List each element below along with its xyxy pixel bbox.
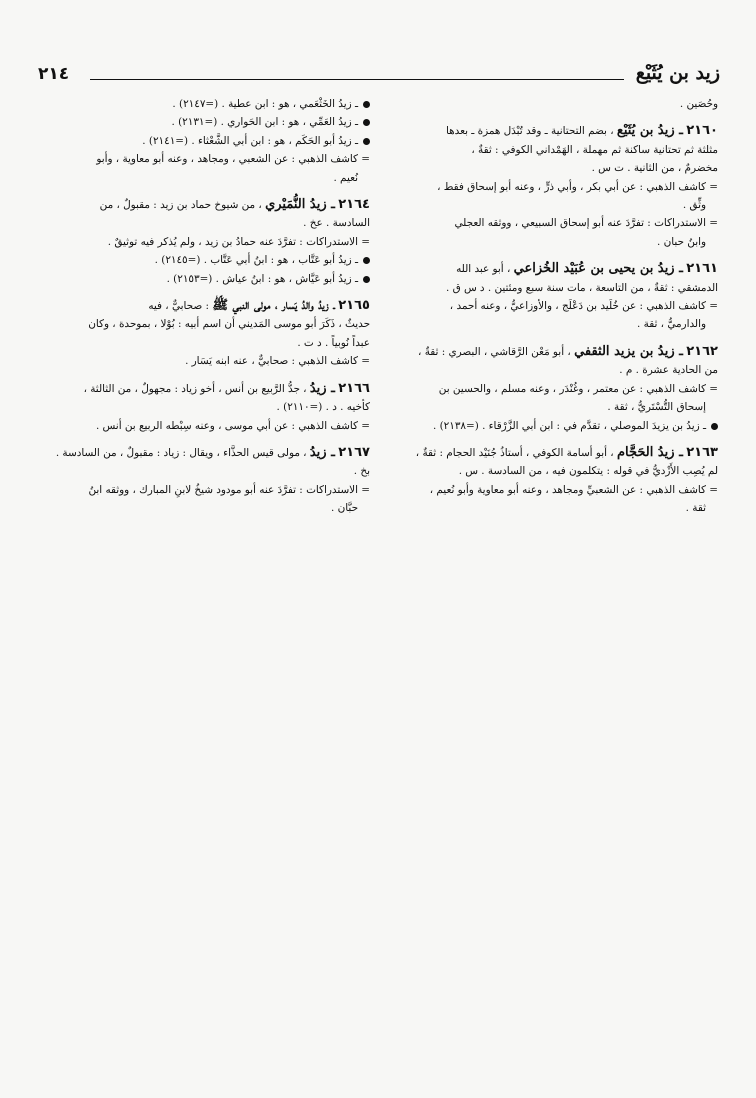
entry-number: ٢١٦٧ (338, 444, 370, 460)
entry-number: ٢١٦٣ (686, 444, 718, 460)
entry-text: لم يُصِب الأَزْديُّ في قوله : يتكلمون فيه ، من السادسة . س . (458, 465, 718, 478)
entry-number: ٢١٦٢ (686, 343, 718, 359)
istidrak-note: = الاستدراكات : تفرَّدَ عنه أبو مودود شيخُ لابنِ المبارك ، ووثقه ابنُ (88, 483, 370, 496)
kashif-note-cont: والدارميُّ ، ثقة . (637, 318, 706, 331)
kashif-note: = كاشف الذهبي : عن خُلَيد بن دَعْلَج ، والأوزاعيُّ ، وعنه أحمد ، (449, 300, 718, 313)
entry-2160: ٢١٦٠ ـ زيدُ بن يُثَيْع ، بضم التحتانية ـ وقد تُبْدَل همزة ـ بعدها مثلثة ثم تحتانية ساكنة ثم مهملة ، الهَمْداني الكوفي : ثقةٌ ، مخضرمٌ ، من الثانية . ت س . = كاشف الذهبي : عن أبي بكر ، وأبي ذرٍّ ، وعنه أبو إسحاق فقط ، وثِّق . = الاستدراكات : تفرَّدَ عنه أبو إسحاق السبيعي ، ووثقه العجلي وابنُ حبان . (392, 122, 718, 251)
entry-text: بخ . (353, 465, 370, 478)
entry-name: زيدُ بن يزيد الثقفي (574, 343, 675, 359)
entry-name: زيدُ والدُ يَسار ، مولى النبي ﷺ (212, 298, 329, 314)
kashif-note: = كاشف الذهبي : عن أبي موسى ، وعنه سِبْطه الربيع بن أنس . (95, 419, 370, 432)
entry-name: زيدُ (309, 380, 327, 396)
entry-number: ٢١٦٦ (338, 380, 370, 396)
istidrak-note: = الاستدراكات : تفرَّدَ عنه أبو إسحاق السبيعي ، ووثقه العجلي (454, 217, 718, 230)
istidrak-note-cont: حبَّان . (331, 502, 358, 515)
entry-name: زيدُ الحَجَّام (616, 444, 675, 460)
entry-number: ٢١٦٠ (686, 123, 718, 139)
page-header (38, 62, 720, 96)
istidrak-note-cont: وابنُ حبان . (657, 235, 706, 248)
entry-text: : صحابيٌّ ، فيه (148, 300, 209, 313)
entry-name: زيدُ النُّمَيْري (265, 197, 327, 213)
kashif-note: = كاشف الذهبي : عن الشعبي ، ومجاهد ، وعنه أبو معاوية ، وأبو (96, 153, 370, 166)
kashif-note: = كاشف الذهبي : عن معتمر ، وغُنْدَر ، وعنه مسلم ، والحسين بن (438, 382, 718, 395)
carry-over-text: وحُصَين . (679, 98, 718, 110)
entry-text: ، أبو عبد الله (456, 263, 511, 276)
entry-2162: ٢١٦٢ ـ زيدُ بن يزيد الثقفي ، أبو مَعْن الرَّقاشي ، البصري : ثقةٌ ، من الحادية عشرة . م . = كاشف الذهبي : عن معتمر ، وغُنْدَر ، وعنه مسلم ، والحسين بن إسحاق التُّسْتَريُّ ، ثقة . ـ زيدُ بن يزيدَ الموصلي ، تقدَّم في : ابن أبي الزَّرْقاء . (=٢١٣٨) . (392, 343, 718, 435)
entry-text: مثلثة ثم تحتانية ساكنة ثم مهملة ، الهَمْداني الكوفي : ثقةٌ ، (471, 143, 718, 156)
cross-reference: ـ زيدُ الخَثْعَمي ، هو : ابن عطية . (=٢١٤٧) . (44, 95, 370, 113)
entry-text: من الحادية عشرة . م . (619, 364, 718, 377)
istidrak-note: = الاستدراكات : تفرَّدَ عنه حمادُ بن زيد ، ولم يُذكر فيه توثيقٌ . (107, 235, 370, 248)
entry-text: حديثٌ ، ذَكَرَ أبو موسى المَديني أن اسم أبيه : بُوْلا ، بموحدة ، وكان (88, 318, 370, 331)
entry-2167: ٢١٦٧ ـ زيدُ ، مولى قيس الحذَّاء ، ويقال : زياد : مقبولٌ ، من السادسة . بخ . = الاستدراكات : تفرَّدَ عنه أبو مودود شيخُ لابنِ المبارك ، ووثقه ابنُ حبَّان . (44, 444, 370, 518)
entry-text: كأخيه . د . (=٢١١٠) . (276, 401, 370, 414)
left-column (44, 95, 370, 527)
page-number: ٢١٤ (38, 64, 70, 84)
entry-text: ، من شيوخ حماد بن زيد : مقبولٌ ، من (99, 199, 262, 212)
entry-text: ، بضم التحتانية ـ وقد تُبْدَل همزة ـ بعدها (445, 125, 614, 138)
entry-2163: ٢١٦٣ ـ زيدُ الحَجَّام ، أبو أسامة الكوفي ، أستاذُ جُنَيْد الحجام : ثقةٌ ، لم يُصِب الأَزْديُّ في قوله : يتكلمون فيه ، من السادسة . س . = كاشف الذهبي : عن الشعبيِّ ومجاهد ، وعنه أبو معاوية وأبو نُعيم ، ثقة . (392, 444, 718, 518)
kashif-note-cont: نُعيم . (333, 171, 358, 184)
entry-2165: ٢١٦٥ ـ زيدُ والدُ يَسار ، مولى النبي ﷺ : صحابيٌّ ، فيه حديثٌ ، ذَكَرَ أبو موسى المَديني أن اسم أبيه : بُوْلا ، بموحدة ، وكان عبداً نُوبياً . د ت . = كاشف الذهبي : صحابيٌّ ، عنه ابنه يَسَار . (44, 297, 370, 371)
kashif-note-cont: ثقة . (685, 502, 706, 515)
entry-text: مخضرمٌ ، من الثانية . ت س . (591, 162, 718, 175)
entry-text: ، أبو أسامة الكوفي ، أستاذُ جُنَيْد الحجام : ثقةٌ ، (415, 446, 614, 459)
header-rule (90, 79, 624, 80)
kashif-note: = كاشف الذهبي : عن أبي بكر ، وأبي ذرٍّ ، وعنه أبو إسحاق فقط ، (437, 180, 718, 193)
cross-reference: ـ زيدُ أبو الحَكَم ، هو : ابن أبي الشَّعْثاء . (=٢١٤١) . (44, 132, 370, 150)
kashif-note: = كاشف الذهبي : عن الشعبيِّ ومجاهد ، وعنه أبو معاوية وأبو نُعيم ، (429, 483, 718, 496)
entry-name: زيدُ بن يُثَيْع (616, 123, 675, 139)
kashif-note-cont: وثِّق . (682, 199, 706, 212)
entry-text: ، مولى قيس الحذَّاء ، ويقال : زياد : مقبولٌ ، من السادسة . (55, 446, 307, 459)
cross-reference: ـ زيدُ أبو عَتَّاب ، هو : ابنُ أبي عَتَّاب . (=٢١٤٥) . (44, 251, 370, 269)
entry-number: ٢١٦٥ (338, 298, 370, 314)
entry-number: ٢١٦٤ (338, 197, 370, 213)
entry-text: السادسة . عخ . (303, 217, 370, 230)
cross-reference: ـ زيدُ العَمِّي ، هو : ابن الحَواري . (=٢١٣١) . (44, 113, 370, 131)
entry-2164: ٢١٦٤ ـ زيدُ النُّمَيْري ، من شيوخ حماد بن زيد : مقبولٌ ، من السادسة . عخ . = الاستدراكات : تفرَّدَ عنه حمادُ بن زيد ، ولم يُذكر فيه توثيقٌ . ـ زيدُ أبو عَتَّاب ، هو : ابنُ أبي عَتَّاب . (=٢١٤٥) . ـ زيدُ أبو عَيَّاش ، هو : ابنُ عياش . (=٢١٥٣) . (44, 196, 370, 288)
entry-text: ، أبو مَعْن الرَّقاشي ، البصري : ثقةٌ ، (418, 345, 571, 358)
entry-2161: ٢١٦١ ـ زيدُ بن يحيى بن عُبَيْد الخُزاعي ، أبو عبد الله الدمشقي : ثقةٌ ، من التاسعة ، مات سنة سبع ومئتين . د س ق . = كاشف الذهبي : عن خُلَيد بن دَعْلَج ، والأوزاعيُّ ، وعنه أحمد ، والدارميُّ ، ثقة . (392, 260, 718, 334)
kashif-note-cont: إسحاق التُّسْتَريُّ ، ثقة . (607, 401, 706, 414)
right-column (392, 95, 718, 527)
entry-number: ٢١٦١ (686, 261, 718, 277)
cross-reference-group (44, 95, 370, 187)
running-title: زيد بن يُثَيْع (635, 62, 720, 84)
entry-text: عبداً نُوبياً . د ت . (297, 336, 370, 349)
kashif-note: = كاشف الذهبي : صحابيٌّ ، عنه ابنه يَسَار . (185, 355, 370, 368)
entry-name: زيدُ (309, 444, 327, 460)
entry-2166: ٢١٦٦ ـ زيدُ ، جدُّ الرَّبيع بن أنس ، أخو زياد : مجهولٌ ، من الثالثة ، كأخيه . د . (=٢١١٠) . = كاشف الذهبي : عن أبي موسى ، وعنه سِبْطه الربيع بن أنس . (44, 380, 370, 435)
entry-name: زيدُ بن يحيى بن عُبَيْد الخُزاعي (513, 261, 675, 277)
entry-text: ، جدُّ الرَّبيع بن أنس ، أخو زياد : مجهولٌ ، من الثالثة ، (83, 382, 307, 395)
entry-text: الدمشقي : ثقةٌ ، من التاسعة ، مات سنة سبع ومئتين . د س ق . (445, 281, 718, 294)
cross-reference: ـ زيدُ أبو عَيَّاش ، هو : ابنُ عياش . (=٢١٥٣) . (44, 270, 370, 288)
cross-reference: ـ زيدُ بن يزيدَ الموصلي ، تقدَّم في : ابن أبي الزَّرْقاء . (=٢١٣٨) . (392, 417, 718, 435)
